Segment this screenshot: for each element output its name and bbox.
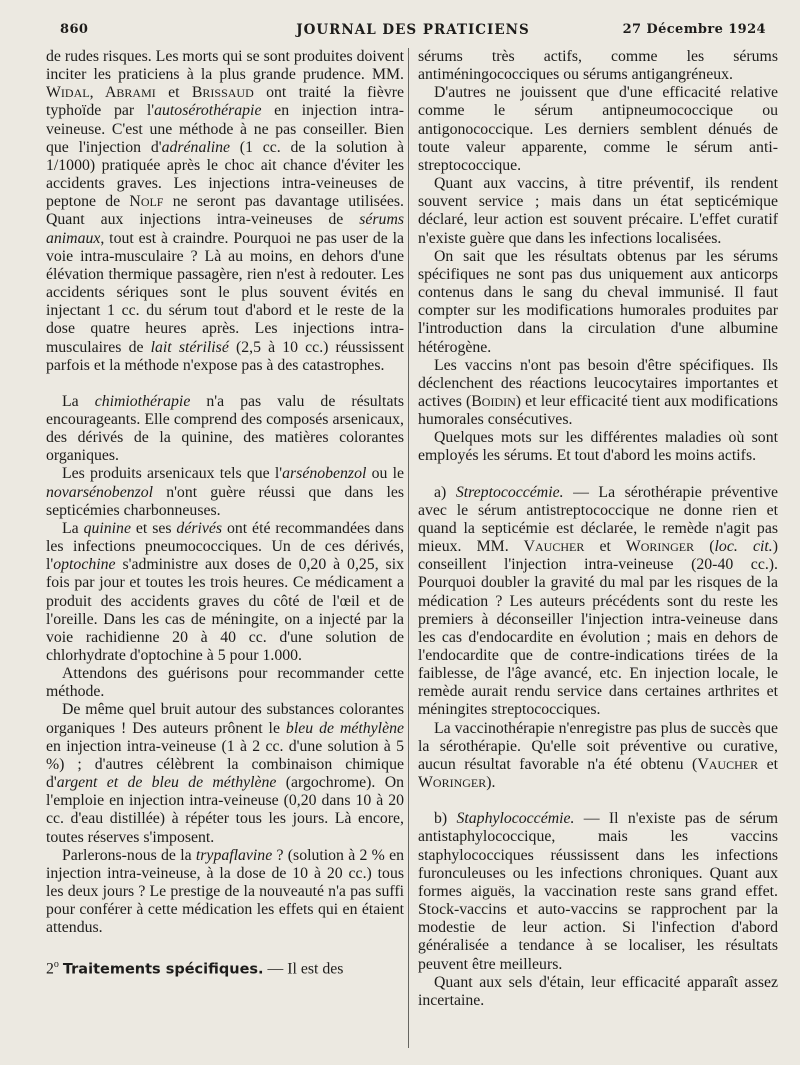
paragraph: de rudes risques. Les morts qui se sont produites doivent inciter les praticiens à la plus grande prudence. MM. WIDAL, ABRAMI et BRISSAUD ont traité la fièvre typhoïde par l'autosérothérapie en injection intra-veineuse. C'est une méthode à ne pas conseiller. Bien que l'injection d'adrénaline (1 cc. de la solution à 1/1000) pratiquée après le choc ait chance d'éviter les accidents graves. Les injections intra-veineuses de peptone de NOLF ne seront pas davantage utilisées. Quant aux injections intra-veineuses de sérums animaux, tout est à craindre. Pourquoi ne pas user de la voie intra-musculaire ? Là au moins, en dehors d'une élévation thermique passagère, rien n'est à redouter. Les accidents sériques sont le plus souvent évités en injectant 1 cc. du sérum tout d'abord et le reste de la dose quatre heures après. Les injections intra-musculaires de lait stérilisé (2,5 à 10 cc.) réussissent parfois et la méthode n'expose pas à des catastrophes. (46, 48, 405, 374)
paragraph: Attendons des guérisons pour recommander cette méthode. (46, 665, 404, 701)
paragraph: a) Streptococcémie. — La sérothérapie préventive avec le sérum antistreptococcique ne donne rien et quand la septicémie est déclarée, le remède n'agit pas mieux. MM. VAUCHER et WORINGER (loc. cit.) conseillent l'injection intra-veineuse (20-40 cc.). Pourquoi doubler la gravité du mal par les risques de la médication ? Les auteurs précédents sont du reste les premiers à déconseiller l'injection intra-veineuse dans les cas d'endocardite en évolution ; mais en dehors de l'endocardite que de contre-indications tirées de la faiblesse, de l'âge avancé, etc. En injection locale, le remède aurait rendu service dans certaines arthrites et méningites streptococciques. (418, 483, 778, 719)
paragraph: Les produits arsenicaux tels que l'arsénobenzol ou le novarsénobenzol n'ont guère réussi que dans les septicémies charbonneuses. (46, 465, 404, 519)
page-number: 860 (60, 22, 89, 37)
page-header (60, 22, 766, 44)
paragraph: De même quel bruit autour des substances colorantes organiques ! Des auteurs prônent le bleu de méthylène en injection intra-veineuse (1 à 2 cc. d'une solution à 5 %) ; d'autres célèbrent la combinaison chimique d'argent et de bleu de méthylène (argochrome). On l'emploie en injection intra-veineuse (0,20 dans 10 à 20 cc. d'eau distillée) à répéter tous les jours. Là encore, toutes réserves s'imposent. (46, 701, 404, 846)
paragraph: Quant aux vaccins, à titre préventif, ils rendent souvent service ; mais dans un état septicémique déclaré, leur action est souvent précaire. L'effet curatif n'existe guère que dans les infections localisées. (418, 175, 778, 247)
paragraph: La chimiothérapie n'a pas valu de résultats encourageants. Elle comprend des composés arsenicaux, des dérivés de la quinine, des matières colorantes organiques. (46, 392, 404, 465)
paragraph: La vaccinothérapie n'enregistre pas plus de succès que la sérothérapie. Qu'elle soit préventive ou curative, aucun résultat favorable n'a été obtenu (VAUCHER et WORINGER). (418, 719, 778, 792)
paragraph: Les vaccins n'ont pas besoin d'être spécifiques. Ils déclenchent des réactions leucocytaires importantes et actives (BOIDIN) et leur efficacité tient aux modifications humorales consécutives. (418, 356, 778, 429)
paragraph: Quant aux sels d'étain, leur efficacité apparaît assez incertaine. (418, 973, 778, 1009)
paragraph: On sait que les résultats obtenus par les sérums spécifiques ne sont pas dus uniquement aux anticorps contenus dans le sang du cheval immunisé. Il faut compter sur les modifications humorales produites par l'introduction dans la circulation d'une albumine hétérogène. (418, 247, 778, 356)
paragraph: Parlerons-nous de la trypaflavine ? (solution à 2 % en injection intra-veineuse, à la dose de 10 à 20 cc.) tous les deux jours ? Le prestige de la nouveauté n'a pas suffi pour conférer à cette médication les effets qui en étaient attendus. (46, 846, 404, 937)
column-divider (408, 48, 409, 1048)
left-column (46, 48, 404, 978)
paragraph: La quinine et ses dérivés ont été recommandées dans les infections pneumococciques. Un de ces dérivés, l'optochine s'administre aux doses de 0,20 à 0,25, six fois par jour et toutes les trois heures. Ce médicament a produit des accidents graves du côté de l'œil et de l'oreille. Dans les cas de méningite, on a injecté par la voie rachidienne 20 à 40 cc. d'une solution de chlorhydrate d'optochine à 5 pour 1.000. (46, 519, 404, 664)
paragraph: b) Staphylococcémie. — Il n'existe pas de sérum antistaphylococcique, mais les vaccins staphylococciques réussissent dans les infections furonculeuses ou les infections chroniques. Quant aux formes aiguës, la vaccination reste sans grand effet. Stock-vaccins et auto-vaccins se rapprochent par la modestie de leur action. Si l'infection d'abord généralisée a tendance à se localiser, les résultats peuvent être meilleurs. (418, 810, 778, 973)
paragraph: sérums très actifs, comme les sérums antiméningococciques ou sérums antigangréneux. (418, 48, 778, 84)
section-heading-paragraph: 2$^o$ Traitements spécifiques. — Il est des (46, 958, 344, 977)
journal-title: JOURNAL DES PRATICIENS (296, 22, 530, 38)
paragraph: Quelques mots sur les différentes maladies où sont employés les sérums. Et tout d'abord les moins actifs. (418, 429, 778, 465)
issue-date: 27 Décembre 1924 (622, 22, 766, 37)
paragraph: D'autres ne jouissent que d'une efficacité relative comme le sérum antipneumococcique ou antigonococcique. Les derniers semblent dénués de toute valeur apparente, comme le sérum anti-streptococcique. (418, 84, 778, 174)
right-column (418, 48, 778, 1010)
